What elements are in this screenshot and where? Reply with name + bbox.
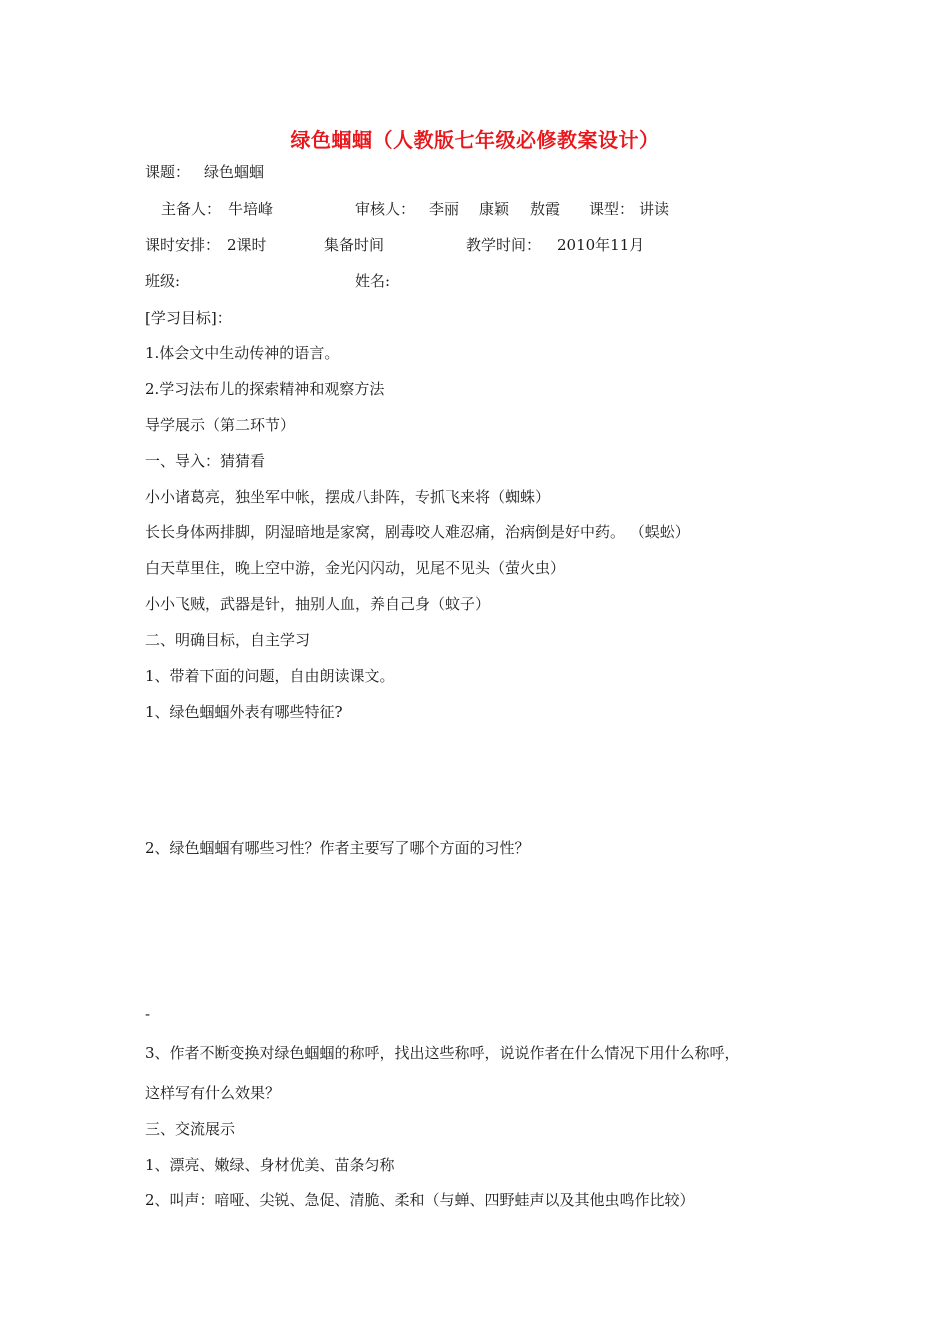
section2-heading: 二、明确目标，自主学习 [145, 631, 311, 649]
topic-label: 课题： [145, 163, 191, 181]
teaching-time-label: 教学时间： [466, 236, 542, 254]
goal-item: 2.学习法布儿的探索精神和观察方法 [145, 380, 385, 398]
riddle-item: 白天草里住，晚上空中游，金光闪闪动，见尾不见头（萤火虫） [145, 559, 566, 577]
reviewer-name: 李丽 [429, 200, 460, 218]
question-2: 2、绿色蝈蝈有哪些习性？作者主要写了哪个方面的习性？ [145, 839, 530, 857]
reviewer-label: 审核人： [355, 200, 416, 218]
lesson-type-label: 课型： [589, 200, 635, 218]
teaching-time-value: 2010年11月 [557, 236, 645, 254]
guide-heading: 导学展示（第二环节） [145, 416, 296, 434]
document-title: 绿色蝈蝈（人教版七年级必修教案设计） [290, 128, 660, 152]
stray-dash: - [145, 1005, 151, 1023]
reviewer-name: 康颖 [479, 200, 510, 218]
goal-item: 1.体会文中生动传神的语言。 [145, 344, 340, 362]
lesson-type-value: 讲读 [639, 200, 670, 218]
question-1: 1、绿色蝈蝈外表有哪些特征? [145, 703, 343, 721]
preparer-value: 牛培峰 [228, 200, 274, 218]
preparer-label: 主备人： [161, 200, 222, 218]
periods-value: 2课时 [227, 236, 267, 254]
riddle-item: 长长身体两排脚，阴湿暗地是家窝，剧毒咬人难忍痛，治病倒是好中药。 （蜈蚣） [145, 523, 690, 541]
answer-item: 1、漂亮、嫩绿、身材优美、苗条匀称 [145, 1156, 395, 1174]
riddle-item: 小小诸葛亮，独坐军中帐，摆成八卦阵，专抓飞来将（蜘蛛） [145, 488, 551, 506]
goals-heading: [学习目标]： [145, 309, 232, 327]
section2-instruction: 1、带着下面的问题，自由朗读课文。 [145, 667, 395, 685]
question-3-line1: 3、作者不断变换对绿色蝈蝈的称呼，找出这些称呼，说说作者在什么情况下用什么称呼， [145, 1044, 740, 1062]
section3-heading: 三、交流展示 [145, 1120, 236, 1138]
name-label: 姓名: [355, 272, 391, 290]
riddle-item: 小小飞贼，武器是针，抽别人血，养自己身（蚊子） [145, 595, 491, 613]
periods-label: 课时安排： [145, 236, 221, 254]
question-3-line2: 这样写有什么效果？ [145, 1084, 281, 1102]
section1-heading: 一、导入：猜猜看 [145, 452, 266, 470]
topic-value: 绿色蝈蝈 [204, 163, 265, 181]
reviewer-name: 敖霞 [530, 200, 561, 218]
class-label: 班级: [145, 272, 181, 290]
answer-item: 2、叫声：喑哑、尖锐、急促、清脆、柔和（与蝉、四野蛙声以及其他虫鸣作比较） [145, 1191, 695, 1209]
prep-time-label: 集备时间 [324, 236, 385, 254]
